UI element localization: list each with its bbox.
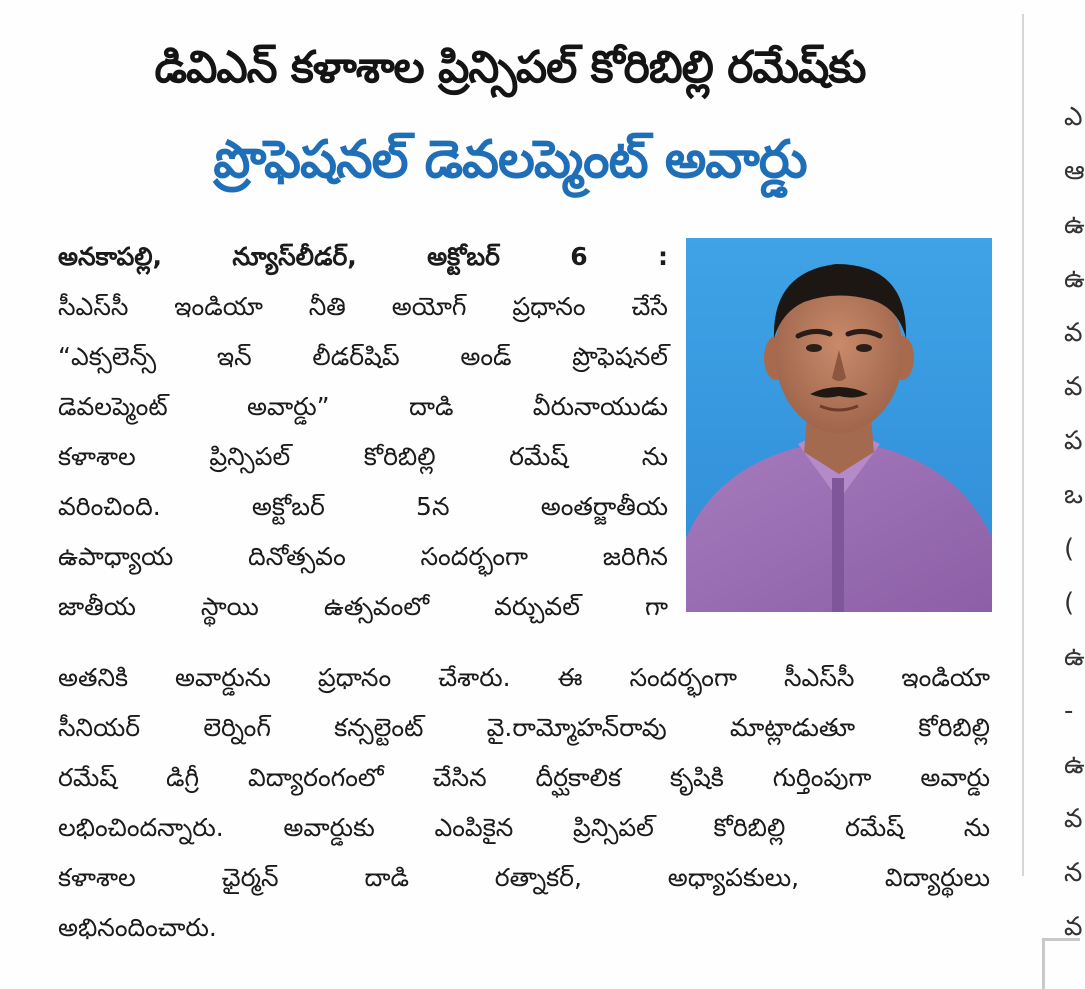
neighbor-glyph: వ bbox=[1064, 804, 1083, 834]
article-line: సీనియర్ లెర్నింగ్ కన్సల్టెంట్ వై.రామ్మోహన్‌రావు మాట్లాడుతూ కోరిబిల్లి bbox=[58, 713, 990, 742]
neighbor-glyph: ప bbox=[1064, 426, 1083, 456]
article-line: కళాశాల ఛైర్మన్ దాడి రత్నాకర్, అధ్యాపకులు, విద్యార్థులు bbox=[58, 863, 990, 892]
article-line: అతనికి అవార్డును ప్రధానం చేశారు. ఈ సందర్భంగా సీఎస్‌సీ ఇండియా bbox=[58, 663, 990, 692]
article-line: రమేష్ డిగ్రీ విద్యారంగంలో చేసిన దీర్ఘకాలిక కృషికి గుర్తింపుగా అవార్డు bbox=[58, 763, 990, 792]
article-body-wide bbox=[58, 653, 990, 953]
article-line: కళాశాల ప్రిన్సిపల్ కోరిబిల్లి రమేష్ ను bbox=[58, 442, 668, 471]
neighbor-glyph: ( bbox=[1064, 588, 1075, 618]
neighbor-column-fragment bbox=[1064, 90, 1085, 942]
article-line: అభినందించారు. bbox=[58, 913, 217, 942]
neighbor-glyph: ఆ bbox=[1064, 156, 1085, 186]
article-line: వరించింది. అక్టోబర్ 5న అంతర్జాతీయ bbox=[58, 492, 668, 521]
neighbor-glyph: ( bbox=[1064, 534, 1075, 564]
corner-frame bbox=[1042, 938, 1080, 989]
neighbor-glyph: వ bbox=[1064, 318, 1083, 348]
portrait-photo bbox=[686, 238, 992, 612]
article-line: జాతీయ స్థాయి ఉత్సవంలో వర్చువల్ గా bbox=[58, 592, 668, 621]
neighbor-glyph: ఉ bbox=[1064, 210, 1085, 240]
neighbor-glyph: ఒ bbox=[1064, 480, 1084, 510]
headline-line-1: డివిఎన్ కళాశాల ప్రిన్సిపల్ కోరిబిల్లి రమేష్‌కు bbox=[154, 42, 866, 93]
neighbor-glyph: ఉ bbox=[1064, 264, 1085, 294]
article-line: డెవలప్మెంట్ అవార్డు” దాడి వీరునాయుడు bbox=[58, 392, 668, 421]
neighbor-glyph: ఉ bbox=[1064, 750, 1085, 780]
neighbor-glyph: - bbox=[1064, 696, 1074, 726]
headline-line-2: ప్రొఫెషనల్ డెవలప్మెంట్ అవార్డు bbox=[213, 130, 807, 190]
column-divider bbox=[1022, 14, 1024, 876]
neighbor-glyph: ఉ bbox=[1064, 642, 1085, 672]
article-line: సీఎస్‌సీ ఇండియా నీతి అయోగ్ ప్రధానం చేసే bbox=[58, 292, 668, 321]
article-line: ఉపాధ్యాయ దినోత్సవం సందర్భంగా జరిగిన bbox=[58, 542, 668, 571]
article-line: లభించిందన్నారు. అవార్డుకు ఎంపికైన ప్రిన్సిపల్ కోరిబిల్లి రమేష్ ను bbox=[58, 813, 990, 842]
neighbor-glyph: వ bbox=[1064, 912, 1083, 942]
portrait-icon bbox=[686, 238, 992, 612]
neighbor-glyph: వ bbox=[1064, 372, 1083, 402]
neighbor-glyph: న bbox=[1064, 858, 1083, 888]
article-line: “ఎక్సలెన్స్ ఇన్ లీడర్‌షిప్ అండ్ ప్రొఫెషనల్ bbox=[58, 342, 668, 371]
neighbor-glyph: ఎ bbox=[1064, 102, 1083, 132]
article-dateline: అనకాపల్లి, న్యూస్‌లీడర్, అక్టోబర్ 6 : bbox=[58, 242, 668, 271]
article-body-narrow bbox=[58, 232, 668, 632]
